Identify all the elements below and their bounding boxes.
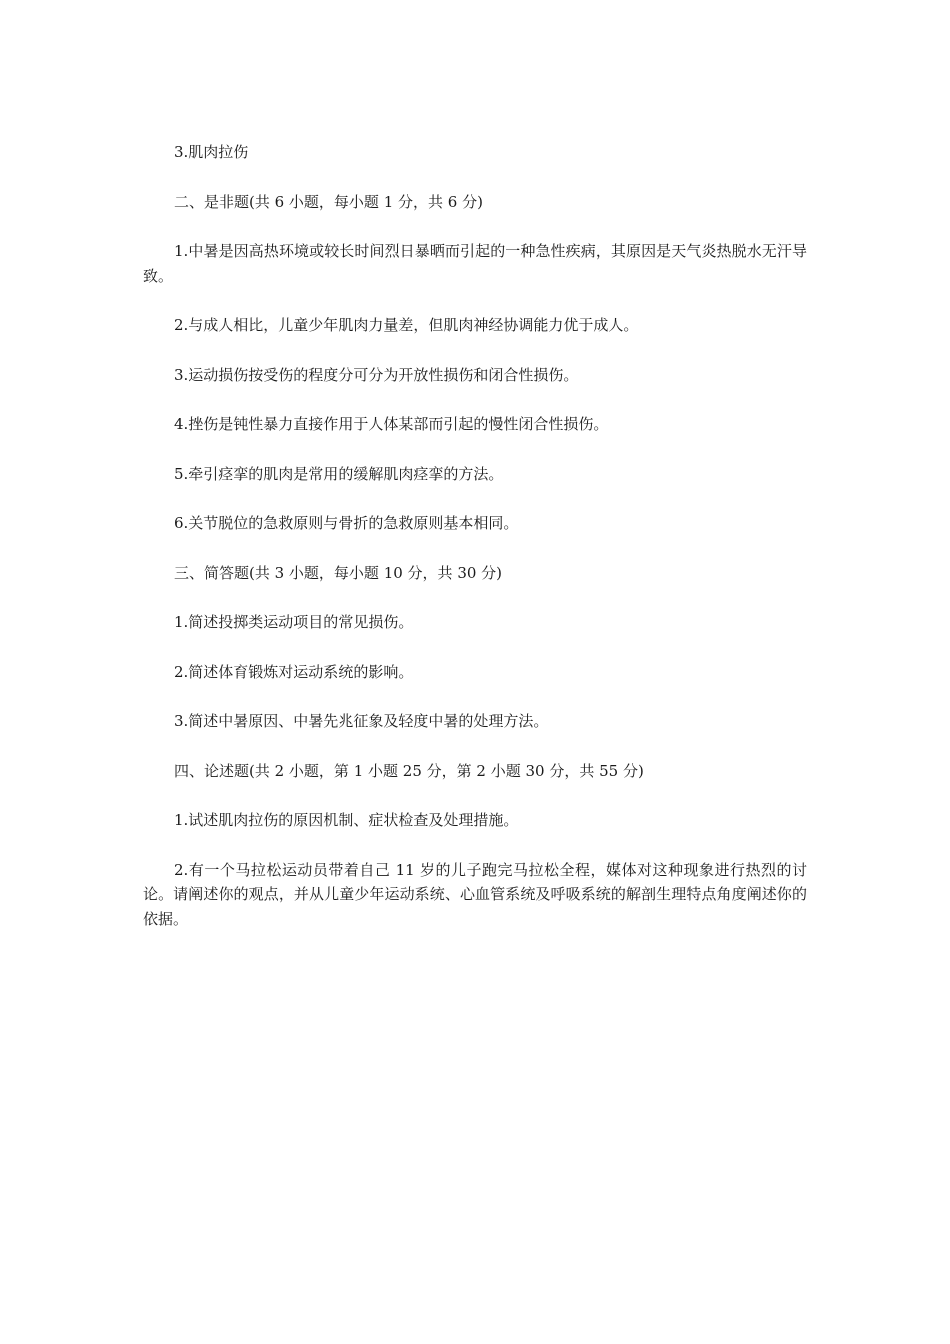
true-false-question-2: 2.与成人相比，儿童少年肌肉力量差，但肌肉神经协调能力优于成人。 <box>174 316 639 334</box>
true-false-question-5: 5.牵引痉挛的肌肉是常用的缓解肌肉痉挛的方法。 <box>174 464 504 483</box>
item-muscle-strain: 3.肌肉拉伤 <box>174 143 249 161</box>
essay-question-1: 1.试述肌肉拉伤的原因机制、症状检查及处理措施。 <box>174 811 519 829</box>
short-answer-question-1: 1.简述投掷类运动项目的常见损伤。 <box>174 613 414 631</box>
section-short-answer-heading: 三、简答题(共 3 小题，每小题 10 分，共 30 分) <box>174 563 503 582</box>
section-essay-heading: 四、论述题(共 2 小题，第 1 小题 25 分，第 2 小题 30 分，共 55 分) <box>174 761 644 780</box>
true-false-question-3: 3.运动损伤按受伤的程度分可分为开放性损伤和闭合性损伤。 <box>174 365 579 384</box>
document-page <box>143 140 807 931</box>
section-true-false-heading: 二、是非题(共 6 小题，每小题 1 分，共 6 分) <box>174 192 483 211</box>
true-false-question-4: 4.挫伤是钝性暴力直接作用于人体某部而引起的慢性闭合性损伤。 <box>174 415 609 433</box>
short-answer-question-3: 3.简述中暑原因、中暑先兆征象及轻度中暑的处理方法。 <box>174 712 549 730</box>
short-answer-question-2: 2.简述体育锻炼对运动系统的影响。 <box>174 662 414 681</box>
essay-question-2: 2.有一个马拉松运动员带着自己 11 岁的儿子跑完马拉松全程，媒体对这种现象进行热烈的讨论。请阐述你的观点，并从儿童少年运动系统、心血管系统及呼吸系统的解剖生理特点角度阐述你的依据。 <box>143 860 807 928</box>
true-false-question-6: 6.关节脱位的急救原则与骨折的急救原则基本相同。 <box>174 514 519 532</box>
true-false-question-1: 1.中暑是因高热环境或较长时间烈日暴晒而引起的一种急性疾病，其原因是天气炎热脱水无汗导致。 <box>143 242 807 285</box>
